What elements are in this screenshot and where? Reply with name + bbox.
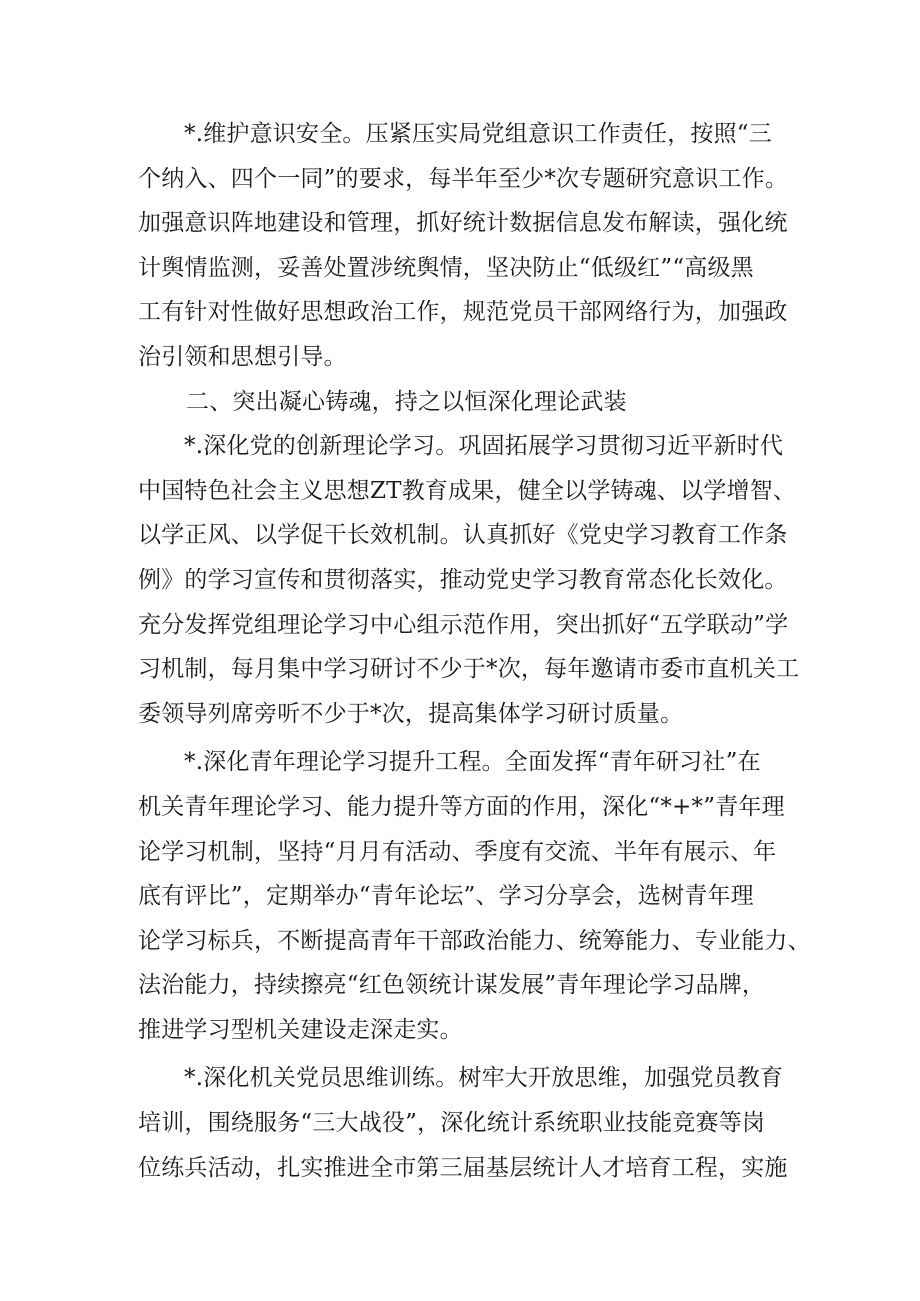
paragraph-youth-theory <box>138 740 811 1052</box>
text-line: *.深化机关党员思维训练。树牢大开放思维，加强党员教育 <box>184 1065 784 1092</box>
text-line: *.深化党的创新理论学习。巩固拓展学习贯彻习近平新时代 <box>184 433 784 460</box>
text-line: 中国特色社会主义思想ZT教育成果，健全以学铸魂、以学增智、 <box>138 477 797 504</box>
section-heading <box>138 380 790 425</box>
text-line: 充分发挥党组理论学习中心组示范作用，突出抓好“五学联动”学 <box>138 611 789 638</box>
text-line: 计舆情监测，妥善处置涉统舆情，坚决防止“低级红”“高级黑 <box>138 254 754 281</box>
paragraph-ideology-security <box>138 112 790 380</box>
text-line: 机关青年理论学习、能力提升等方面的作用，深化“*+*”青年理 <box>138 793 785 820</box>
text-line: 治引领和思想引导。 <box>138 343 347 370</box>
text-line: 工有针对性做好思想政治工作，规范党员干部网络行为，加强政 <box>138 299 788 326</box>
text-line: 习机制，每月集中学习研讨不少于*次，每年邀请市委市直机关工 <box>138 656 800 683</box>
text-line: 底有评比”，定期举办“青年论坛”、学习分享会，选树青年理 <box>138 883 754 910</box>
text-line: 培训，围绕服务“三大战役”，深化统计系统职业技能竞赛等岗 <box>138 1110 766 1137</box>
text-line: 论学习标兵，不断提高青年干部政治能力、统筹能力、专业能力、 <box>138 927 811 954</box>
text-line: 位练兵活动，扎实推进全市第三届基层统计人才培育工程，实施 <box>138 1154 788 1181</box>
text-line: 委领导列席旁听不少于*次，提高集体学习研讨质量。 <box>138 700 684 727</box>
text-line: *.深化青年理论学习提升工程。全面发挥“青年研习社”在 <box>184 749 761 776</box>
text-line: 加强意识阵地建设和管理，抓好统计数据信息发布解读，强化统 <box>138 210 788 237</box>
text-line: 个纳入、四个一同”的要求，每半年至少*次专题研究意识工作。 <box>138 165 789 192</box>
paragraph-theory-study <box>138 424 800 736</box>
document-body <box>138 112 811 1190</box>
paragraph-thinking-training <box>138 1056 790 1190</box>
text-line: 例》的学习宣传和贯彻落实，推动党史学习教育常态化长效化。 <box>138 566 788 593</box>
text-line: 以学正风、以学促干长效机制。认真抓好《党史学习教育工作条 <box>138 522 788 549</box>
text-line: *.维护意识安全。压紧压实局党组意识工作责任，按照“三 <box>184 121 772 147</box>
heading-line: 二、突出凝心铸魂，持之以恒深化理论武装 <box>186 388 627 415</box>
text-line: 论学习机制，坚持“月月有活动、季度有交流、半年有展示、年 <box>138 838 777 865</box>
text-line: 法治能力，持续擦亮“红色领统计谋发展”青年理论学习品牌， <box>138 972 766 999</box>
text-line: 推进学习型机关建设走深走实。 <box>138 1016 463 1043</box>
